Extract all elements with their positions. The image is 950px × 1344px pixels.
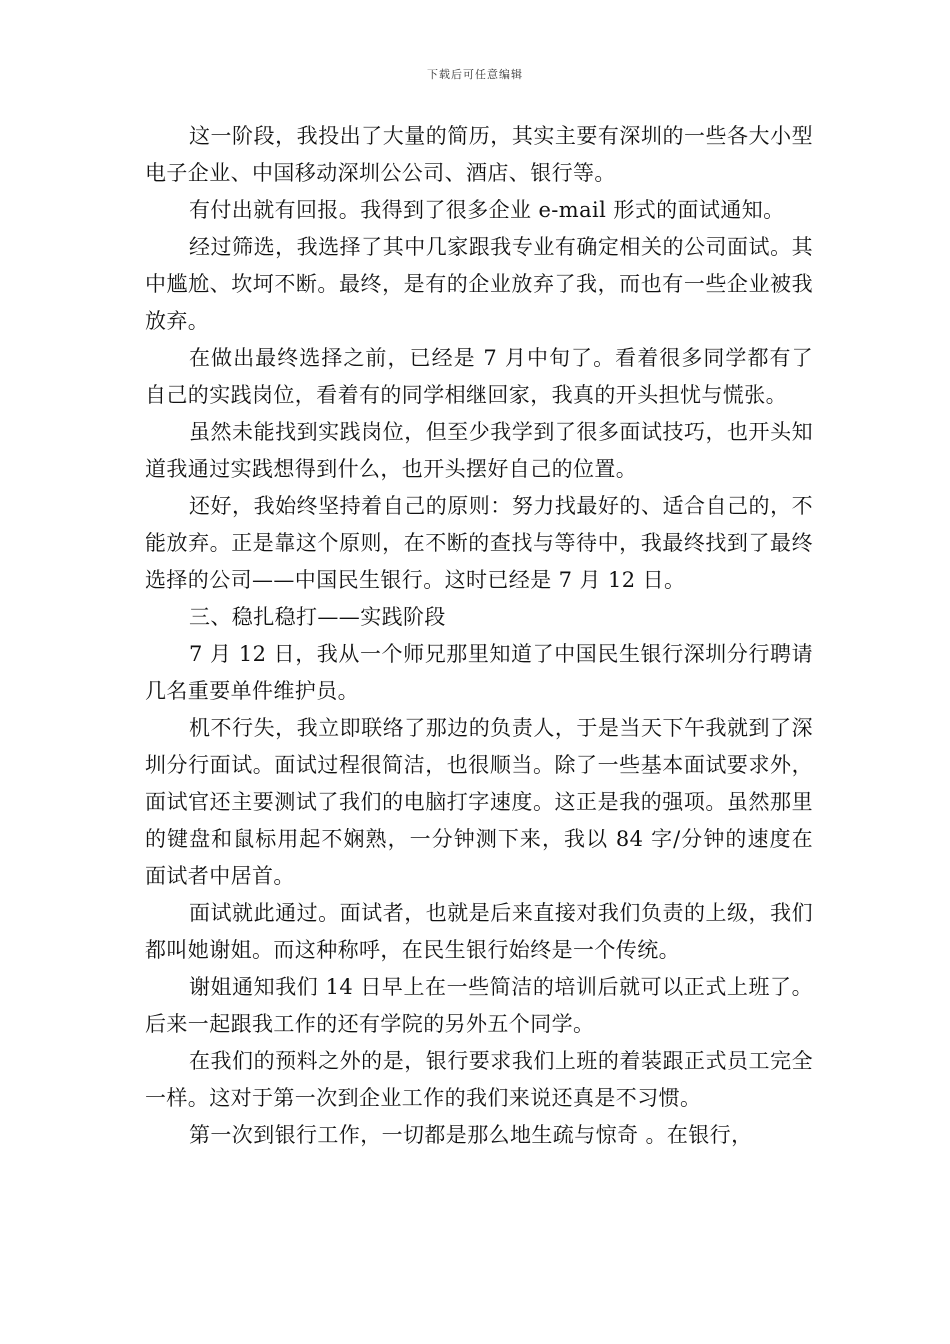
document-body [145,118,813,1154]
paragraph: 在做出最终选择之前，已经是 7 月中旬了。看着很多同学都有了自己的实践岗位，看着有的同学相继回家，我真的开头担忧与慌张。 [145,346,813,407]
paragraph: 面试就此通过。面试者，也就是后来直接对我们负责的上级，我们都叫她谢姐。而这种称呼，在民生银行始终是一个传统。 [145,901,813,962]
paragraph: 这一阶段，我投出了大量的简历，其实主要有深圳的一些各大小型电子企业、中国移动深圳公公司、酒店、银行等。 [145,124,813,185]
paragraph: 7 月 12 日，我从一个师兄那里知道了中国民生银行深圳分行聘请几名重要单件维护员。 [145,642,813,703]
paragraph: 谢姐通知我们 14 日早上在一些简洁的培训后就可以正式上班了。后来一起跟我工作的还有学院的另外五个同学。 [145,975,813,1036]
paragraph: 经过筛选，我选择了其中几家跟我专业有确定相关的公司面试。其中尴尬、坎坷不断。最终，是有的企业放弃了我，而也有一些企业被我放弃。 [145,235,813,333]
paragraph: 有付出就有回报。我得到了很多企业 e-mail 形式的面试通知。 [189,198,785,222]
paragraph: 虽然未能找到实践岗位，但至少我学到了很多面试技巧，也开头知道我通过实践想得到什么，也开头摆好自己的位置。 [145,420,813,481]
page-header: 下载后可任意编辑 [427,68,523,81]
section-heading: 三、稳扎稳打——实践阶段 [189,605,446,629]
paragraph: 在我们的预料之外的是，银行要求我们上班的着装跟正式员工完全一样。这对于第一次到企业工作的我们来说还真是不习惯。 [145,1049,813,1110]
paragraph: 还好，我始终坚持着自己的原则：努力找最好的、适合自己的，不能放弃。正是靠这个原则，在不断的查找与等待中，我最终找到了最终选择的公司——中国民生银行。这时已经是 7 月 12 日。 [145,494,813,592]
paragraph: 第一次到银行工作，一切都是那么地生疏与惊奇 。在银行， [189,1123,753,1147]
paragraph: 机不行失，我立即联络了那边的负责人，于是当天下午我就到了深圳分行面试。面试过程很简洁，也很顺当。除了一些基本面试要求外，面试官还主要测试了我们的电脑打字速度。这正是我的强项。虽然那里的键盘和鼠标用起不娴熟，一分钟测下来，我以 84 字/分钟的速度在面试者中居首。 [145,716,813,888]
